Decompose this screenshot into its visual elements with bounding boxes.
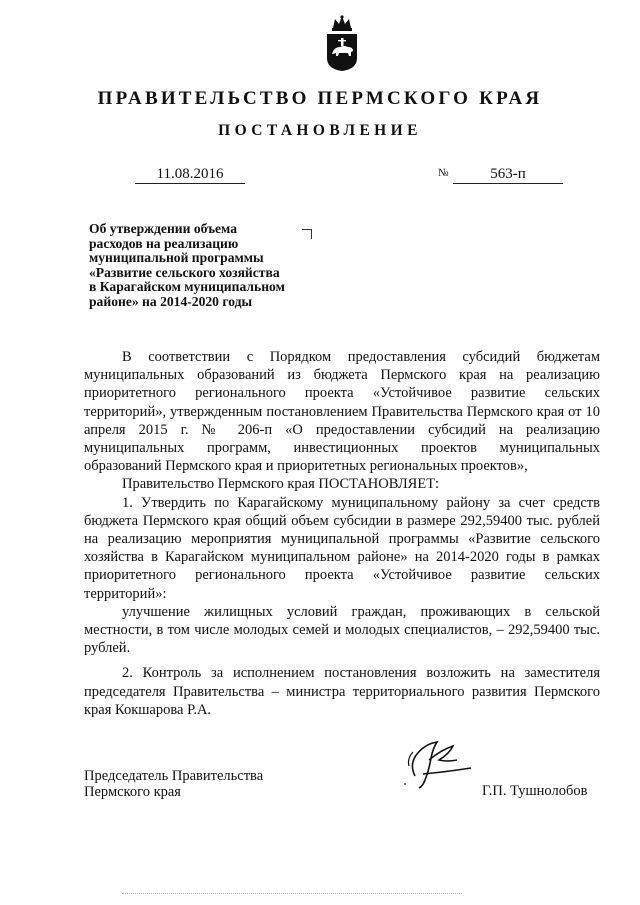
document-date: 11.08.2016 [135,165,245,184]
position-line: Пермского края [84,784,181,800]
subject-line: Об утверждении объема [89,221,238,236]
document-type: ПОСТАНОВЛЕНИЕ [218,122,422,139]
item-2-paragraph: 2. Контроль за исполнением постановления возложить на заместителя председателя Правительства – министра территориального развития Пермского края Кокшарова Р.А. [84,665,600,718]
position-line: Председатель Правительства [84,768,264,784]
subject-line: расходов на реализацию [89,235,239,251]
subject-line: муниципальной программы [89,250,264,266]
document-number: 563-п [453,165,563,184]
subject-line: «Развитие сельского хозяйства [89,264,280,280]
document-subject [89,222,319,310]
signatory-name: Г.П. Тушнолобов [482,783,588,799]
item-1-paragraph: 1. Утвердить по Карагайскому муниципальному району за счет средств бюджета Пермского края общий объем субсидии в размере 292,59400 тыс. рублей на реализацию мероприятия муниципальной программы «Развитие сельского хозяйства в Карагайском муниципальном районе» на 2014-2020 годы в рамках приоритетного регионального проекта «Устойчивое развитие сельских территорий»: [84,494,600,602]
subject-line: в Карагайском муниципальном [89,279,285,295]
government-title: ПРАВИТЕЛЬСТВО ПЕРМСКОГО КРАЯ [97,88,543,109]
subject-corner-mark [302,229,312,239]
signatory-position [84,768,263,800]
subject-line: районе» на 2014-2020 годы [89,293,253,309]
footer-divider [122,893,462,894]
number-label: № [438,167,449,179]
preamble-paragraph: В соответствии с Порядком предоставления субсидий бюджетам муниципальных образований из бюджета Пермского края на реализацию приоритетного регионального проекта «Устойчивое развитие сельских территорий», утвержденным постановлением Правительства Пермского края от 10 апреля 2015 г. № 206-п «О предоставлении субсидий на реализацию муниципальных программ, инвестиционных проектов муниципальных образований Пермского края и приоритетных региональных проектов», [84,349,600,475]
decree-paragraph: Правительство Пермского края ПОСТАНОВЛЯЕТ: [122,476,440,493]
document-body [84,348,600,719]
coat-of-arms-icon [325,14,359,72]
handwritten-signature [395,736,485,791]
item-1-detail-paragraph: улучшение жилищных условий граждан, проживающих в сельской местности, в том числе молодых семей и молодых специалистов, – 292,59400 тыс. рублей. [84,603,600,657]
